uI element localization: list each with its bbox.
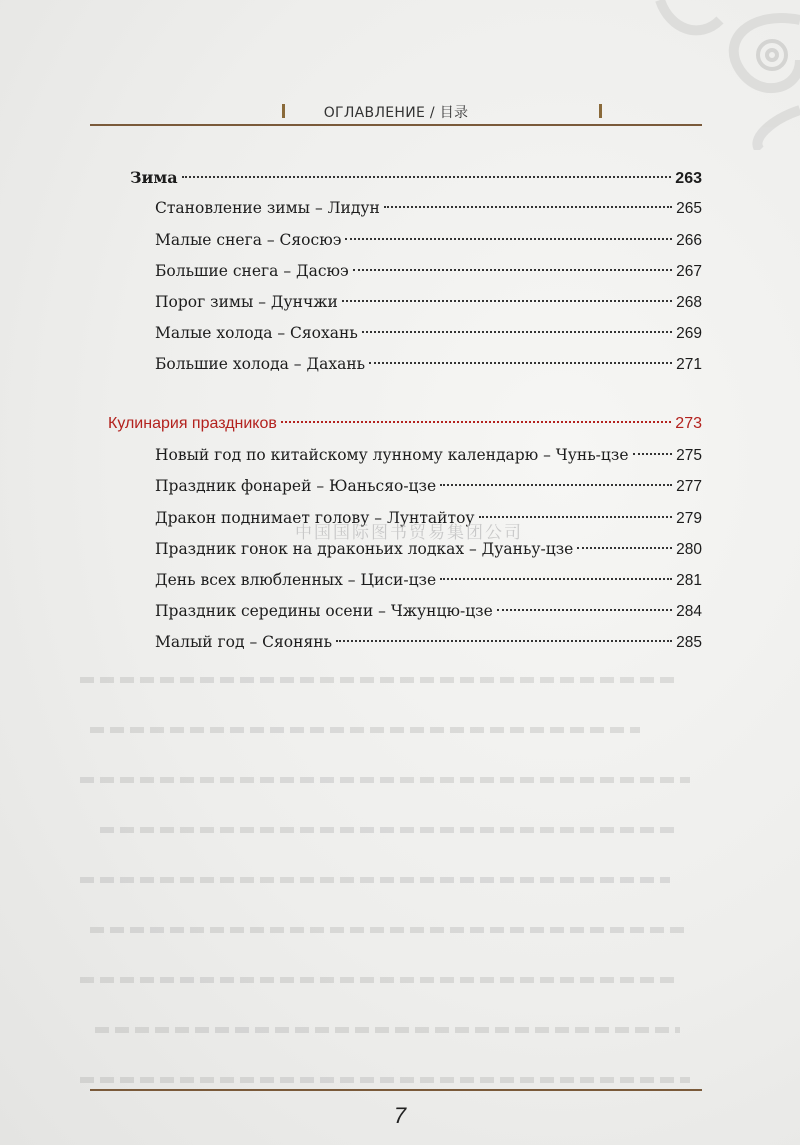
toc-section-title: Кулинария праздников [108,415,277,432]
toc-entry-page: 275 [676,447,702,464]
toc-entry-title: Малый год – Сяонянь [155,633,333,651]
toc-entry-title: Дракон поднимает голову – Лунтайтоу [155,509,475,527]
toc-leader-dots [336,640,672,642]
toc-leader-dots [440,484,672,486]
toc-entry-title: Большие снега – Дасюэ [155,262,349,280]
toc-entry-title: Становление зимы – Лидун [155,199,380,217]
toc-entry[interactable] [155,355,702,381]
toc-entry[interactable] [155,324,702,350]
toc-section-holiday-cuisine[interactable] [108,415,702,441]
toc-entry-title: Праздник середины осени – Чжунцю-цзе [155,602,493,620]
toc-entry-page: 267 [676,263,702,280]
toc-entry-page: 281 [676,572,702,589]
toc-entry-title: Новый год по китайскому лунному календарю – Чунь-цзе [155,446,629,464]
toc-section-page: 263 [675,170,702,187]
toc-leader-dots [281,421,671,423]
toc-entry-page: 271 [676,356,702,373]
toc-entry-page: 279 [676,510,702,527]
toc-leader-dots [345,238,672,240]
toc-entry-page: 280 [676,541,702,558]
header-title: ОГЛАВЛЕНИЕ / 目录 [323,105,469,121]
cloud-ornament-icon [600,0,800,150]
toc-leader-dots [633,453,673,455]
toc-entry-title: Малые снега – Сяосюэ [155,231,342,249]
toc-entry[interactable] [155,231,702,257]
toc-entry[interactable] [155,446,702,472]
toc-entry-title: Малые холода – Сяохань [155,324,358,342]
toc-entry-page: 265 [676,200,702,217]
toc-entry-page: 269 [676,325,702,342]
toc-leader-dots [384,206,672,208]
toc-entry-title: Праздник фонарей – Юаньсяо-цзе [155,477,437,495]
toc-entry[interactable] [155,633,702,659]
toc-leader-dots [497,609,672,611]
toc-section-winter[interactable] [130,168,702,194]
bleed-through-text [80,640,720,1120]
toc-entry[interactable] [155,293,702,319]
toc-entry-page: 266 [676,232,702,249]
toc-entry-page: 285 [676,634,702,651]
page-header [90,100,702,126]
toc-entry-page: 268 [676,294,702,311]
toc-entry[interactable] [155,199,702,225]
toc-entry[interactable] [155,477,702,503]
toc-entry-title: Порог зимы – Дунчжи [155,293,338,311]
footer-rule [90,1089,702,1091]
toc-leader-dots [182,176,672,178]
page-number: 7 [393,1103,407,1128]
toc-leader-dots [342,300,672,302]
toc-leader-dots [353,269,672,271]
toc-entry-page: 284 [676,603,702,620]
toc-entry[interactable] [155,571,702,597]
toc-leader-dots [577,547,672,549]
header-right-tick [599,104,602,118]
toc-entry-title: День всех влюбленных – Циси-цзе [155,571,437,589]
header-rule [90,124,702,126]
toc-entry-title: Большие холода – Дахань [155,355,366,373]
toc-entry[interactable] [155,602,702,628]
toc-section-page: 273 [675,415,702,432]
toc-entry[interactable] [155,262,702,288]
toc-entry-page: 277 [676,478,702,495]
toc-section-title: Зима [130,168,178,187]
toc-leader-dots [362,331,672,333]
publisher-watermark: 中国国际图书贸易集团公司 [295,523,523,543]
toc-leader-dots [440,578,672,580]
toc-entry-title: Праздник гонок на драконьих лодках – Дуаньу-цзе [155,540,574,558]
toc-leader-dots [369,362,672,364]
toc-entry[interactable] [155,540,702,566]
